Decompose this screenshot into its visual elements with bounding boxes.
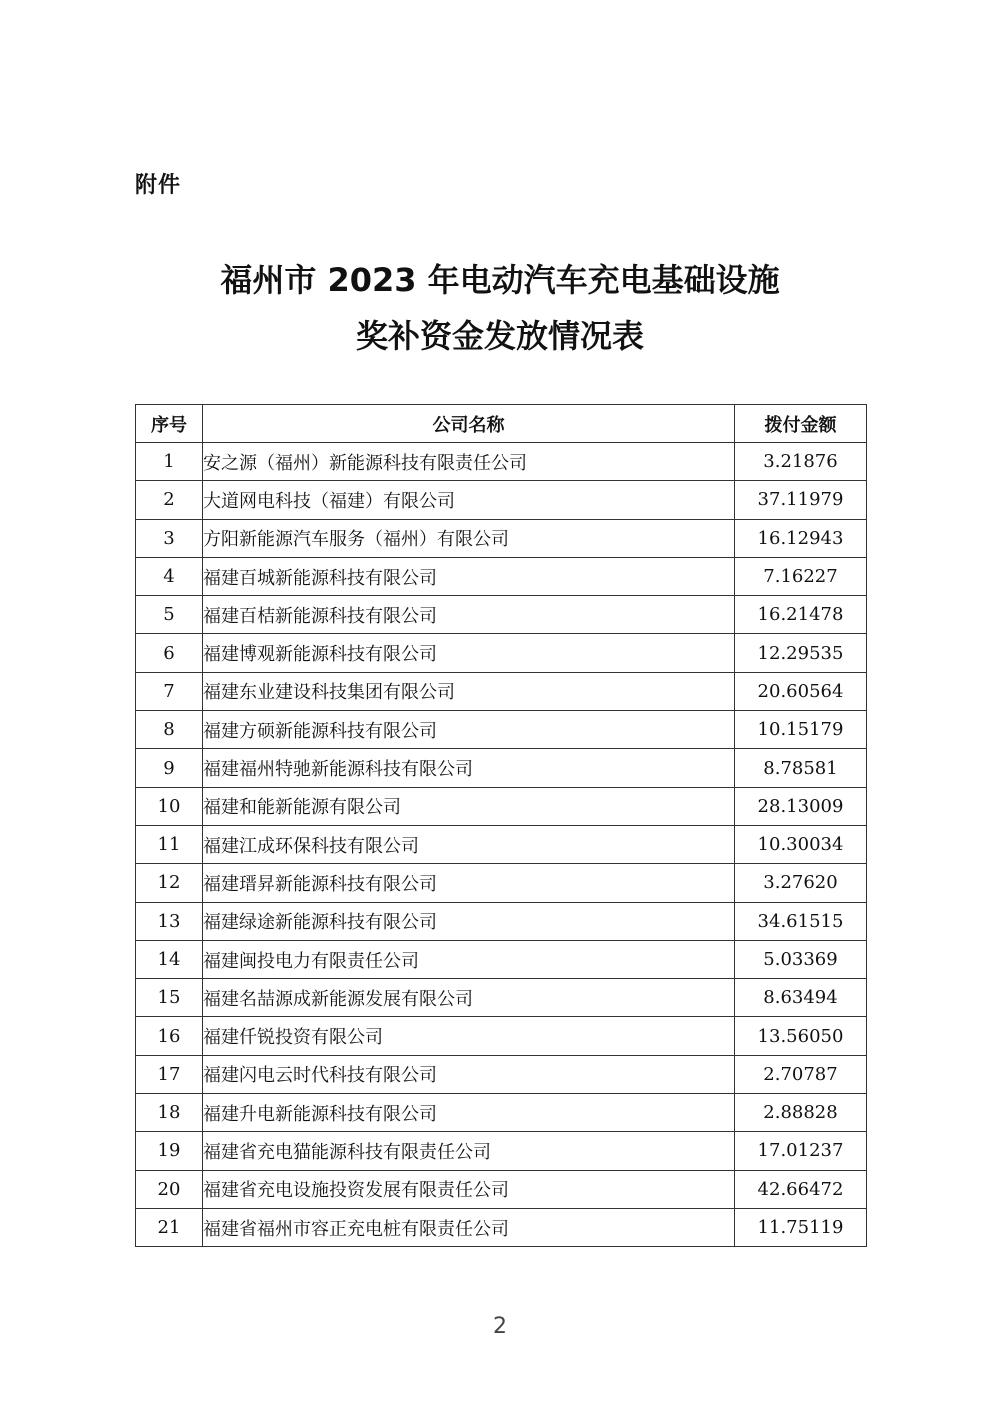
title-line-2: 奖补资金发放情况表 [355, 317, 644, 355]
company-name-cell: 福建省福州市容正充电桩有限责任公司 [203, 1208, 735, 1246]
company-name-cell: 福建省充电设施投资发展有限责任公司 [203, 1170, 735, 1208]
amount-cell: 20.60564 [735, 672, 867, 710]
table-row [136, 519, 867, 557]
company-name-cell: 福建东业建设科技集团有限公司 [203, 672, 735, 710]
serial-cell: 12 [136, 864, 203, 902]
title-line-1: 福州市 2023 年电动汽车充电基础设施 [220, 261, 780, 299]
company-name-cell: 大道网电科技（福建）有限公司 [203, 481, 735, 519]
table-row [136, 1132, 867, 1170]
serial-cell: 3 [136, 519, 203, 557]
serial-cell: 8 [136, 711, 203, 749]
company-name-cell: 福建和能新能源有限公司 [203, 787, 735, 825]
amount-cell: 12.29535 [735, 634, 867, 672]
company-name-cell: 福建福州特驰新能源科技有限公司 [203, 749, 735, 787]
amount-cell: 16.21478 [735, 596, 867, 634]
serial-cell: 5 [136, 596, 203, 634]
company-name-cell: 福建百桔新能源科技有限公司 [203, 596, 735, 634]
table-row [136, 902, 867, 940]
serial-cell: 20 [136, 1170, 203, 1208]
company-name-cell: 福建瑨昇新能源科技有限公司 [203, 864, 735, 902]
serial-cell: 15 [136, 979, 203, 1017]
company-name-cell: 福建名喆源成新能源发展有限公司 [203, 979, 735, 1017]
serial-cell: 18 [136, 1094, 203, 1132]
header-serial: 序号 [136, 405, 203, 443]
amount-cell: 37.11979 [735, 481, 867, 519]
amount-cell: 17.01237 [735, 1132, 867, 1170]
company-name-cell: 福建闽投电力有限责任公司 [203, 940, 735, 978]
amount-cell: 2.70787 [735, 1055, 867, 1093]
serial-cell: 19 [136, 1132, 203, 1170]
page-number: 2 [493, 1314, 507, 1339]
serial-cell: 2 [136, 481, 203, 519]
table-row [136, 864, 867, 902]
attachment-label: 附件 [135, 173, 182, 198]
serial-cell: 7 [136, 672, 203, 710]
table-body [136, 443, 867, 1247]
amount-cell: 3.21876 [735, 443, 867, 481]
amount-cell: 42.66472 [735, 1170, 867, 1208]
table-row [136, 596, 867, 634]
company-name-cell: 福建绿途新能源科技有限公司 [203, 902, 735, 940]
serial-cell: 10 [136, 787, 203, 825]
table-row [136, 443, 867, 481]
table-header-row [136, 405, 867, 443]
amount-cell: 34.61515 [735, 902, 867, 940]
table-row [136, 557, 867, 595]
table-row [136, 1094, 867, 1132]
amount-cell: 13.56050 [735, 1017, 867, 1055]
amount-cell: 8.63494 [735, 979, 867, 1017]
serial-cell: 13 [136, 902, 203, 940]
serial-cell: 16 [136, 1017, 203, 1055]
header-company: 公司名称 [203, 405, 735, 443]
document-title [0, 252, 1000, 364]
company-name-cell: 福建仟锐投资有限公司 [203, 1017, 735, 1055]
amount-cell: 11.75119 [735, 1208, 867, 1246]
table-row [136, 749, 867, 787]
company-name-cell: 福建方硕新能源科技有限公司 [203, 711, 735, 749]
table-row [136, 940, 867, 978]
table-row [136, 1055, 867, 1093]
table-row [136, 1017, 867, 1055]
serial-cell: 21 [136, 1208, 203, 1246]
serial-cell: 17 [136, 1055, 203, 1093]
amount-cell: 3.27620 [735, 864, 867, 902]
serial-cell: 4 [136, 557, 203, 595]
table-row [136, 979, 867, 1017]
serial-cell: 6 [136, 634, 203, 672]
amount-cell: 10.30034 [735, 825, 867, 863]
amount-cell: 2.88828 [735, 1094, 867, 1132]
header-amount: 拨付金额 [735, 405, 867, 443]
amount-cell: 5.03369 [735, 940, 867, 978]
table-row [136, 1170, 867, 1208]
company-name-cell: 安之源（福州）新能源科技有限责任公司 [203, 443, 735, 481]
subsidy-table [135, 404, 867, 1247]
amount-cell: 16.12943 [735, 519, 867, 557]
table-row [136, 634, 867, 672]
serial-cell: 11 [136, 825, 203, 863]
amount-cell: 28.13009 [735, 787, 867, 825]
company-name-cell: 福建省充电猫能源科技有限责任公司 [203, 1132, 735, 1170]
amount-cell: 7.16227 [735, 557, 867, 595]
table-row [136, 711, 867, 749]
amount-cell: 10.15179 [735, 711, 867, 749]
table-row [136, 672, 867, 710]
table-row [136, 481, 867, 519]
company-name-cell: 福建百城新能源科技有限公司 [203, 557, 735, 595]
serial-cell: 14 [136, 940, 203, 978]
company-name-cell: 福建闪电云时代科技有限公司 [203, 1055, 735, 1093]
table-row [136, 787, 867, 825]
company-name-cell: 福建升电新能源科技有限公司 [203, 1094, 735, 1132]
company-name-cell: 方阳新能源汽车服务（福州）有限公司 [203, 519, 735, 557]
table-row [136, 825, 867, 863]
serial-cell: 9 [136, 749, 203, 787]
amount-cell: 8.78581 [735, 749, 867, 787]
company-name-cell: 福建博观新能源科技有限公司 [203, 634, 735, 672]
company-name-cell: 福建江成环保科技有限公司 [203, 825, 735, 863]
serial-cell: 1 [136, 443, 203, 481]
table-row [136, 1208, 867, 1246]
